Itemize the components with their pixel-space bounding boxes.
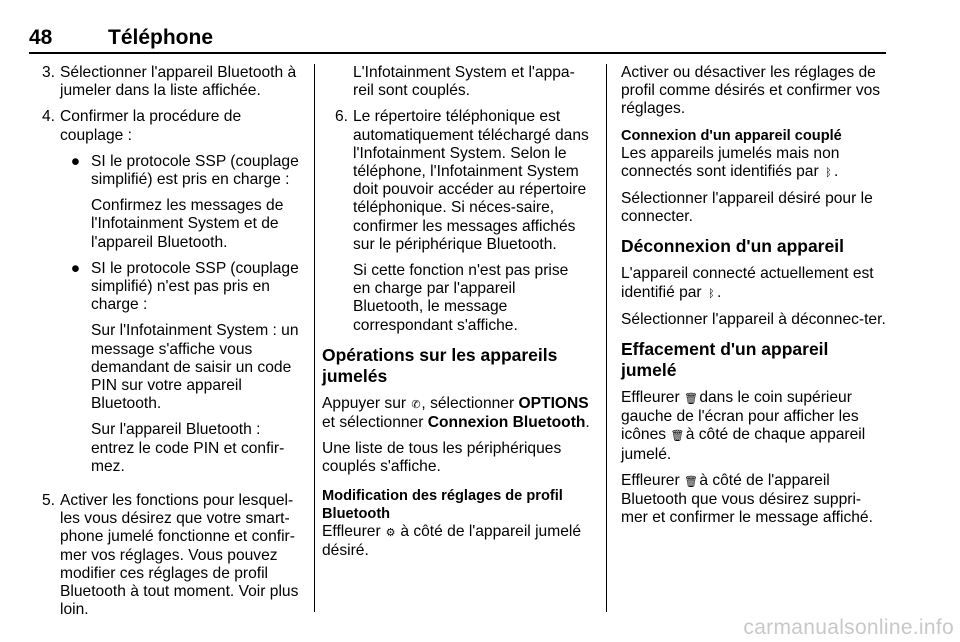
- paragraph: Effleurer 🗑 à côté de l'appareil Bluetooth que vous désirez suppri-mer et confirmer le message affiché.: [621, 471, 873, 527]
- bullet-item: [60, 260, 299, 476]
- watermark: carmanualsonline.info: [743, 616, 954, 639]
- list-subtext: Si cette fonction n'est pas prise en charge par l'appareil Bluetooth, le message correspondant s'affiche.: [353, 262, 569, 334]
- list-number: 5.: [41, 492, 55, 510]
- list-item: [29, 108, 299, 484]
- header-rule: [29, 52, 886, 54]
- list-text: Sélectionner l'appareil Bluetooth à jumeler dans la liste affichée.: [60, 64, 297, 100]
- section-heading: Déconnexion d'un appareil: [621, 236, 844, 257]
- column-1: [29, 64, 299, 627]
- list-item: [29, 492, 299, 619]
- bullet-subtext: Sur l'Infotainment System : un message s'affiche vous demandant de saisir un code PIN sur votre appareil Bluetooth.: [91, 322, 299, 413]
- connexion-bluetooth-label: Connexion Bluetooth: [427, 414, 586, 432]
- paragraph: Une liste de tous les périphériques couplés s'affiche.: [322, 440, 562, 476]
- column-3: [621, 64, 887, 535]
- trash-icon: 🗑: [670, 430, 685, 443]
- subsection-heading: Modification des réglages de profil Bluetooth: [322, 487, 563, 522]
- bullet-item: [60, 153, 299, 252]
- bullet-text: SI le protocole SSP (couplage simplifié) n'est pas pris en charge :: [91, 259, 299, 314]
- section-heading: Opérations sur les appareils jumelés: [322, 344, 558, 386]
- page-title: Téléphone: [108, 26, 214, 49]
- subsection-heading: Connexion d'un appareil couplé: [621, 127, 842, 144]
- paragraph: Sélectionner l'appareil à déconnec-ter.: [621, 310, 886, 328]
- bluetooth-connected-icon: ᛒ: [708, 287, 715, 300]
- trash-icon: 🗑: [684, 475, 698, 488]
- list-text: Confirmer la procédure de couplage :: [60, 108, 242, 144]
- bullet-mark: ●: [70, 152, 81, 170]
- paragraph: Sélectionner l'appareil désiré pour le connecter.: [621, 190, 873, 226]
- column-2: [322, 64, 590, 568]
- paragraph: Effleurer 🗑 dans le coin supérieur gauche de l'écran pour afficher les icônes 🗑 à côté de chaque appareil jumelé.: [621, 389, 866, 463]
- trash-icon: 🗑: [684, 393, 698, 406]
- list-number: 4.: [41, 108, 55, 126]
- list-continuation: L'Infotainment System et l'appa-reil sont couplés.: [353, 64, 575, 100]
- list-number: 6.: [334, 108, 348, 126]
- paragraph: L'appareil connecté actuellement est identifié par ᛒ .: [621, 265, 887, 302]
- bluetooth-icon: ᛒ: [825, 166, 832, 179]
- list-text: Activer les fonctions pour lesquel-les vous désirez que votre smart-phone jumelé fonctionne et confir-mer vos réglages. Vous pouvez modifier ces réglages de profil Bluetooth à tout moment. Voir plus loin.: [60, 492, 299, 619]
- paragraph: Les appareils jumelés mais non connectés sont identifiés par ᛒ .: [621, 145, 887, 182]
- bullet-mark: ●: [70, 259, 81, 277]
- paragraph: Effleurer ⚙ à côté de l'appareil jumelé désiré.: [322, 522, 582, 559]
- list-text: Le répertoire téléphonique est automatiquement téléchargé dans l'Infotainment System. Selon le téléphone, l'Infotainment System doit pouvoir accéder au répertoire téléphonique. Si néces-saire, confirmer les messages affichés sur le périphérique Bluetooth.: [353, 108, 589, 253]
- page-number: 48: [29, 26, 53, 49]
- list-item: [322, 108, 590, 334]
- settings-icon: ⚙: [385, 526, 396, 539]
- bullet-subtext: Confirmez les messages de l'Infotainment System et de l'appareil Bluetooth.: [91, 197, 284, 251]
- column-divider: [606, 64, 607, 612]
- phone-icon: ✆: [411, 398, 421, 411]
- paragraph: Appuyer sur ✆, sélectionner OPTIONS et sélectionner Connexion Bluetooth.: [322, 394, 590, 432]
- list-number: 3.: [41, 64, 55, 81]
- page-header: [29, 26, 884, 50]
- section-heading: Effacement d'un appareil jumelé: [621, 339, 829, 381]
- column-divider: [314, 64, 315, 612]
- paragraph: Activer ou désactiver les réglages de profil comme désirés et confirmer vos réglages.: [621, 64, 881, 118]
- bullet-subtext: Sur l'appareil Bluetooth : entrez le code PIN et confir-mez.: [91, 421, 285, 475]
- options-label: OPTIONS: [518, 394, 589, 412]
- list-item: [29, 64, 299, 100]
- bullet-text: SI le protocole SSP (couplage simplifié) est pris en charge :: [91, 152, 299, 189]
